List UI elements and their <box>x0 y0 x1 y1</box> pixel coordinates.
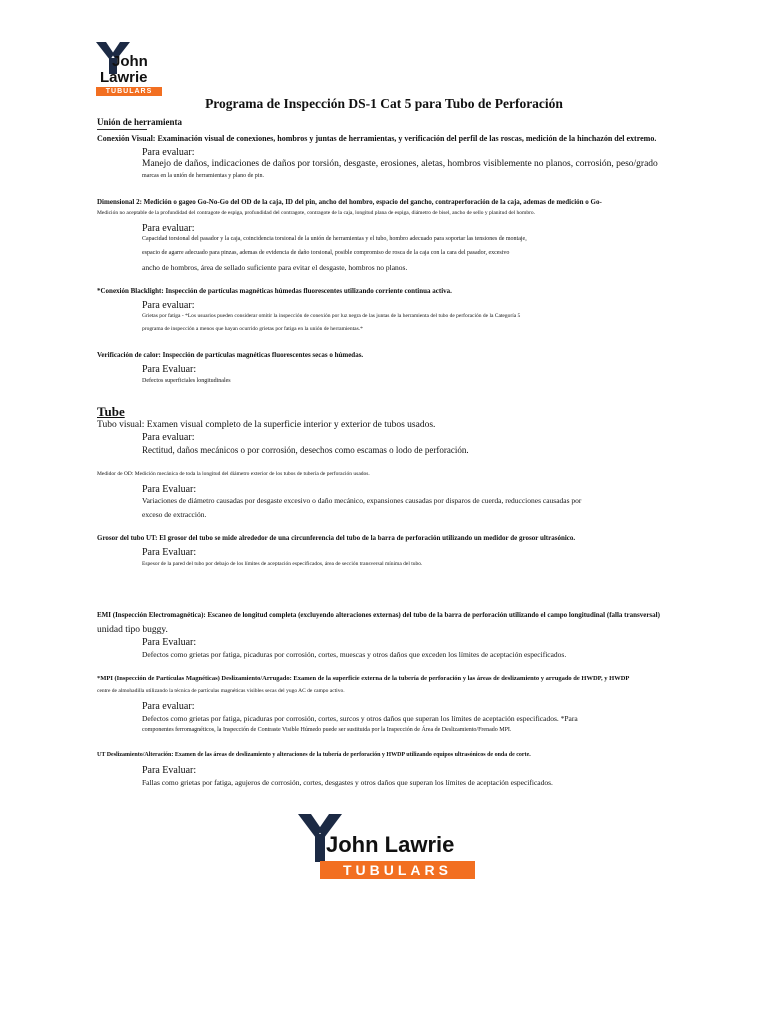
evaluate-label: Para Evaluar: <box>142 484 197 495</box>
evaluate-text: Defectos como grietas por fatiga, picaduras por corrosión, cortes, surcos y otros daños que superan los límites de aceptación especificados. *Para <box>142 714 578 723</box>
ut-wall-title: Grosor del tubo UT: El grosor del tubo se mide alrededor de una circunferencia del tubo de la barra de perforación utilizando un medidor de grosor ultrasónico. <box>97 534 576 542</box>
logo-name-line2: Lawrie <box>100 69 148 86</box>
evaluate-text: exceso de extracción. <box>142 510 207 519</box>
tube-visual-title: Tubo visual: Examen visual completo de la superficie interior y exterior de tubos usados. <box>97 420 436 430</box>
evaluate-text: Defectos como grietas por fatiga, picaduras por corrosión, cortes, muescas y otros daños que exceden los límites de aceptación especificados. <box>142 650 567 659</box>
evaluate-text: Capacidad torsional del pasador y la caja, coincidencia torsional de la unión de herramientas y el tubo, hombro adecuado para soportar las tensiones de montaje, <box>142 236 527 242</box>
evaluate-text: marcas en la unión de herramientas y plano de pin. <box>142 173 264 179</box>
evaluate-text: ancho de hombros, área de sellado suficiente para evitar el desgaste, hombros no planos. <box>142 263 408 272</box>
evaluate-label: Para evaluar: <box>142 300 195 311</box>
evaluate-text: espacio de agarre adecuado para pinzas, ademas de evidencia de daño torsional, posible compromiso de rosca de la caja con la cara del pasador, excesivo <box>142 250 510 256</box>
evaluate-label: Para evaluar: <box>142 223 195 234</box>
evaluate-label: Para evaluar: <box>142 701 195 712</box>
page-title: Programa de Inspección DS-1 Cat 5 para Tubo de Perforación <box>205 96 563 111</box>
dimensional-subtitle: Medición no aceptable de la profundidad del contragote de espiga, profundidad del contragote, contragote de la caja, longitud plana de espiga, diámetro de bisel, ancho de sello y planitud del hombro. <box>97 210 536 216</box>
evaluate-label: Para Evaluar: <box>142 637 197 648</box>
evaluate-text: componentes ferromagnéticos, la Inspección de Contraste Visible Húmedo puede ser sustituida por la Inspección de Área de Deslizamiento/Frenado MPI. <box>142 727 512 733</box>
section-heading-tool-joint: Unión de herramienta <box>97 117 182 127</box>
evaluate-text: Espesor de la pared del tubo por debajo de los límites de aceptación especificados, área de sección transversal mínima del tubo. <box>142 561 423 567</box>
heat-check-title: Verificación de calor: Inspección de partículas magnéticas fluorescentes secas o húmedas. <box>97 351 364 359</box>
section-heading-tube: Tube <box>97 404 125 419</box>
evaluate-text: programa de inspección a menos que hayan ocurrido grietas por fatiga en la unión de herramientas.* <box>142 326 363 332</box>
evaluate-text: Rectitud, daños mecánicos o por corrosión, desechos como escamas o lodo de perforación. <box>142 445 469 455</box>
logo-tag-bar: TUBULARS <box>96 87 162 96</box>
evaluate-label: Para Evaluar: <box>142 364 197 375</box>
emi-title: EMI (Inspección Electromagnética): Escaneo de longitud completa (excluyendo alteraciones externas) del tubo de la barra de perforación utilizando el campo longitudinal (falla transversal) <box>97 611 660 619</box>
evaluate-text: Defectos superficiales longitudinales <box>142 378 231 384</box>
logo-name-full: John Lawrie <box>326 832 455 857</box>
evaluate-text: Variaciones de diámetro causadas por desgaste excesivo o daño mecánico, expansiones causadas por disparos de cuerda, reducciones causadas por <box>142 496 582 505</box>
logo-tag-bar: TUBULARS <box>320 861 475 879</box>
mpi-title: *MPI (Inspección de Partículas Magnéticas) Deslizamiento/Arrugado: Examen de la superficie externa de la tubería de perforación y las áreas de deslizamiento y arrugado de HWDP, y HWDP <box>97 675 630 682</box>
od-gauge-title: Medidor de OD: Medición mecánica de toda la longitud del diámetro exterior de los tubos de tubería de perforación usados. <box>97 471 370 477</box>
blacklight-title: *Conexión Blacklight: Inspección de partículas magnéticas húmedas fluorescentes utilizando corriente continua activa. <box>97 287 452 295</box>
ut-slip-title: UT Deslizamiento/Alteración: Examen de las áreas de deslizamiento y alteraciones de la tubería de perforación y HWDP utilizando equipos ultrasónicos de onda de corte. <box>97 752 531 758</box>
mpi-subtitle: centre de almohadilla utilizando la técnica de partículas magnéticas visibles secas del yugo AC de campo activo. <box>97 688 345 694</box>
evaluate-text: Fallas como grietas por fatiga, agujeros de corrosión, cortes, desgastes y otros daños que superan los límites de aceptación especificados. <box>142 778 553 787</box>
evaluate-label: Para Evaluar: <box>142 547 197 558</box>
company-logo-large <box>298 812 480 884</box>
section-divider <box>97 129 147 130</box>
company-logo-small <box>96 42 166 98</box>
evaluate-label: Para evaluar: <box>142 432 195 443</box>
evaluate-label: Para Evaluar: <box>142 765 197 776</box>
dimensional-title: Dimensional 2: Medición o gageo Go-No-Go del OD de la caja, ID del pin, ancho del hombro, espacio del gancho, contraperforación de la caja, ademas de medición o Go- <box>97 198 602 206</box>
visual-connection-title: Conexión Visual: Examinación visual de conexiones, hombros y juntas de herramientas, y verificación del perfil de las roscas, medición de la hinchazón del extremo. <box>97 134 657 143</box>
evaluate-label: Para evaluar: <box>142 147 195 158</box>
evaluate-text: Grietas por fatiga - *Los usuarios pueden considerar omitir la inspección de conexión por luz negra de las juntas de la herramienta del tubo de perforación de la Categoría 5 <box>142 313 521 319</box>
evaluate-text: Manejo de daños, indicaciones de daños por torsión, desgaste, erosiones, aletas, hombros visiblemente no planos, corrosión, peso/grado <box>142 159 658 169</box>
logo-name-line1: John <box>112 53 148 70</box>
emi-title-cont: unidad tipo buggy. <box>97 625 168 635</box>
